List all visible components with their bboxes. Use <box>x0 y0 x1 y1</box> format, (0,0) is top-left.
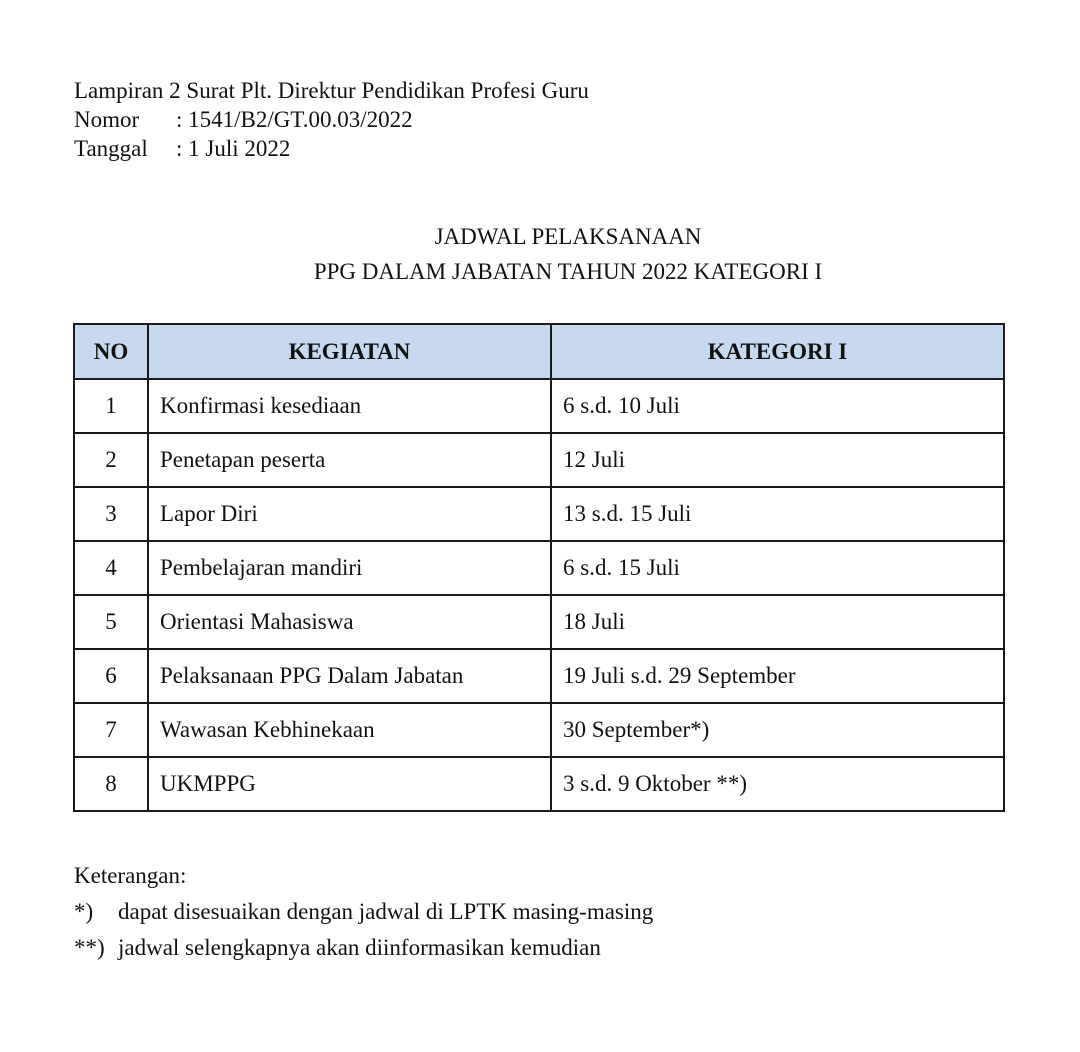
row-kegiatan: UKMPPG <box>148 757 551 811</box>
nomor-value: : 1541/B2/GT.00.03/2022 <box>176 107 413 132</box>
row-no: 7 <box>74 703 148 757</box>
row-kegiatan: Konfirmasi kesediaan <box>148 379 551 433</box>
row-kategori: 6 s.d. 15 Juli <box>551 541 1004 595</box>
table-row <box>74 595 1004 649</box>
header-kategori: KATEGORI I <box>551 324 1004 379</box>
row-no: 8 <box>74 757 148 811</box>
table-row <box>74 541 1004 595</box>
row-no: 6 <box>74 649 148 703</box>
row-kegiatan: Lapor Diri <box>148 487 551 541</box>
row-kegiatan: Wawasan Kebhinekaan <box>148 703 551 757</box>
note-text: jadwal selengkapnya akan diinformasikan kemudian <box>118 935 601 960</box>
row-no: 2 <box>74 433 148 487</box>
tanggal-label: Tanggal <box>74 136 148 161</box>
table-header-row <box>74 324 1004 379</box>
document-header <box>74 76 589 163</box>
note-mark: *) <box>74 899 94 924</box>
row-no: 1 <box>74 379 148 433</box>
note-item <box>74 930 653 966</box>
row-no: 5 <box>74 595 148 649</box>
row-kategori: 13 s.d. 15 Juli <box>551 487 1004 541</box>
notes-section <box>74 858 653 966</box>
header-no: NO <box>74 324 148 379</box>
table-row <box>74 487 1004 541</box>
attachment-text: Lampiran 2 Surat Plt. Direktur Pendidikan Profesi Guru <box>74 78 589 103</box>
nomor-line <box>74 105 589 134</box>
note-mark: **) <box>74 935 105 960</box>
row-no: 3 <box>74 487 148 541</box>
note-item <box>74 894 653 930</box>
notes-heading: Keterangan: <box>74 863 187 888</box>
nomor-label: Nomor <box>74 107 140 132</box>
row-kategori: 30 September*) <box>551 703 1004 757</box>
schedule-table <box>73 323 1005 812</box>
row-kategori: 12 Juli <box>551 433 1004 487</box>
row-no: 4 <box>74 541 148 595</box>
note-text: dapat disesuaikan dengan jadwal di LPTK masing-masing <box>118 899 654 924</box>
row-kategori: 19 Juli s.d. 29 September <box>551 649 1004 703</box>
tanggal-value: : 1 Juli 2022 <box>176 136 291 161</box>
attachment-line <box>74 76 589 105</box>
tanggal-line <box>74 134 589 163</box>
table-row <box>74 379 1004 433</box>
document-title-line1: JADWAL PELAKSANAAN <box>434 224 702 249</box>
row-kegiatan: Orientasi Mahasiswa <box>148 595 551 649</box>
row-kategori: 3 s.d. 9 Oktober **) <box>551 757 1004 811</box>
header-kegiatan: KEGIATAN <box>148 324 551 379</box>
row-kegiatan: Pembelajaran mandiri <box>148 541 551 595</box>
row-kegiatan: Penetapan peserta <box>148 433 551 487</box>
table-row <box>74 649 1004 703</box>
row-kategori: 18 Juli <box>551 595 1004 649</box>
table-row <box>74 703 1004 757</box>
document-title-line2: PPG DALAM JABATAN TAHUN 2022 KATEGORI I <box>313 259 823 284</box>
table-row <box>74 757 1004 811</box>
table-row <box>74 433 1004 487</box>
row-kategori: 6 s.d. 10 Juli <box>551 379 1004 433</box>
row-kegiatan: Pelaksanaan PPG Dalam Jabatan <box>148 649 551 703</box>
